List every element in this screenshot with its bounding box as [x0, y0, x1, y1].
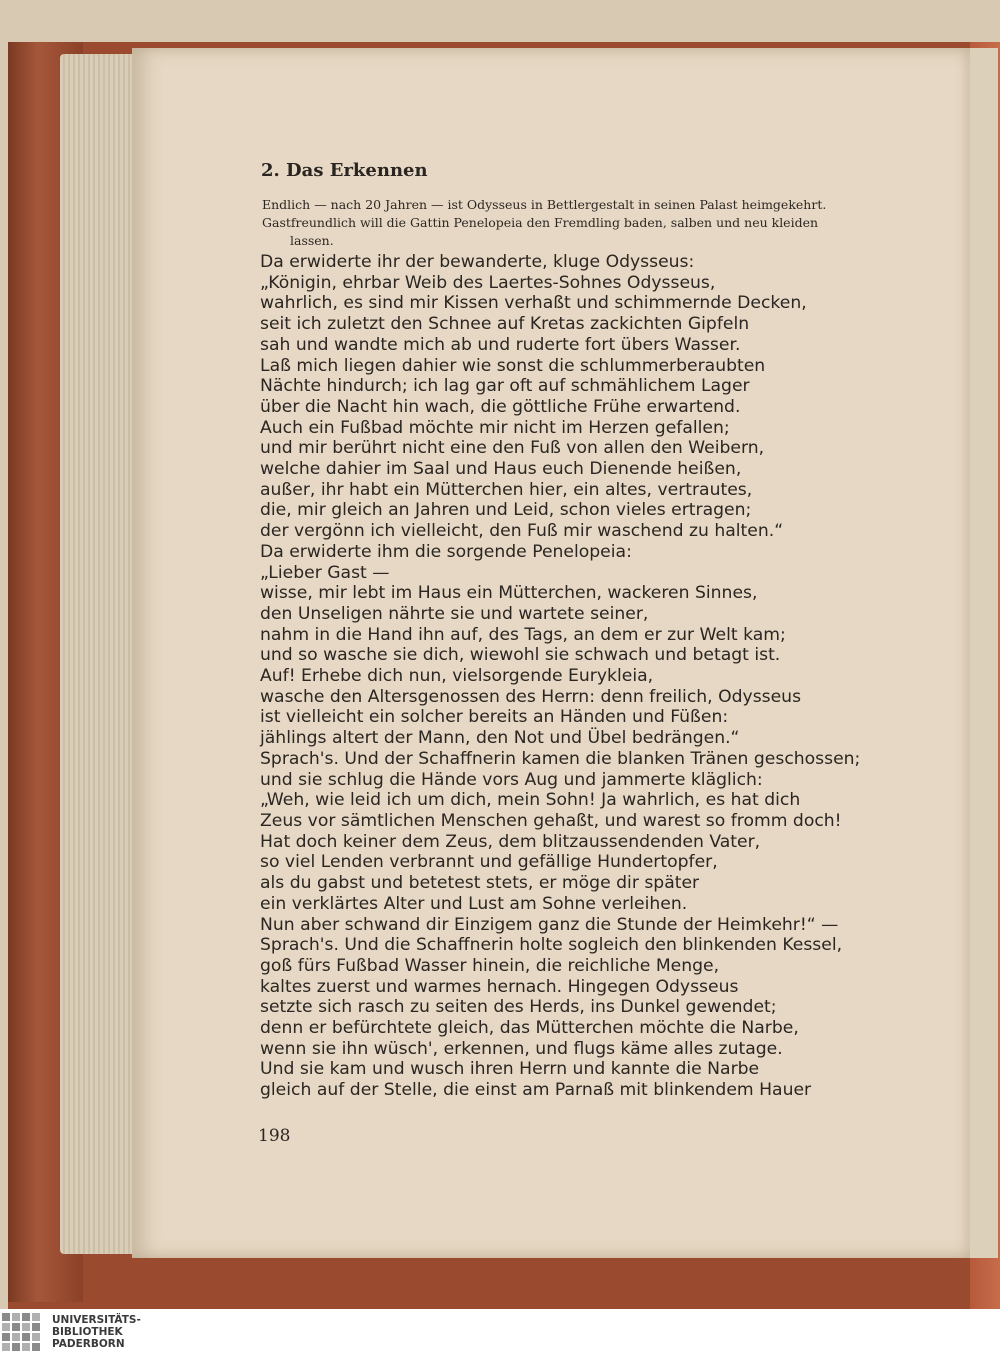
verse-line: der vergönn ich vielleicht, den Fuß mir waschend zu halten.“: [260, 521, 784, 542]
facing-page-edge: [968, 48, 998, 1258]
verse-line: und so wasche sie dich, wiewohl sie schwach und betagt ist.: [260, 645, 781, 666]
verse-line: welche dahier im Saal und Haus euch Dienende heißen,: [260, 459, 742, 480]
verse-line: ist vielleicht ein solcher bereits an Händen und Füßen:: [260, 707, 729, 728]
verse-line: denn er befürchtete gleich, das Mütterchen möchte die Narbe,: [260, 1018, 799, 1039]
verse-line: sah und wandte mich ab und ruderte fort übers Wasser.: [260, 334, 741, 355]
verse-line: wasche den Altersgenossen des Herrn: denn freilich, Odysseus: [260, 686, 802, 707]
verse-line: die, mir gleich an Jahren und Leid, schon vieles ertragen;: [260, 500, 752, 521]
verse-line: Nächte hindurch; ich lag gar oft auf schmählichem Lager: [260, 376, 750, 397]
verse-line: „Lieber Gast —: [260, 562, 390, 583]
verse-line: wenn sie ihn wüsch', erkennen, und flugs käme alles zutage.: [260, 1038, 783, 1059]
intro-line: lassen.: [290, 233, 334, 248]
verse-line: jählings altert der Mann, den Not und Übel bedrängen.“: [260, 728, 740, 749]
verse-text: [260, 252, 900, 1101]
verse-line: und mir berührt nicht eine den Fuß von allen den Weibern,: [260, 438, 765, 459]
verse-line: wahrlich, es sind mir Kissen verhaßt und schimmernde Decken,: [260, 293, 807, 314]
verse-line: über die Nacht hin wach, die göttliche Frühe erwartend.: [260, 396, 741, 417]
verse-line: „Königin, ehrbar Weib des Laertes-Sohnes Odysseus,: [260, 272, 716, 293]
verse-line: und sie schlug die Hände vors Aug und jammerte kläglich:: [260, 769, 763, 790]
intro-paragraph: [262, 196, 888, 250]
verse-line: Sprach's. Und die Schaffnerin holte sogleich den blinkenden Kessel,: [260, 935, 843, 956]
verse-line: seit ich zuletzt den Schnee auf Kretas zackichten Gipfeln: [260, 314, 750, 335]
verse-line: Nun aber schwand dir Einzigem ganz die Stunde der Heimkehr!“ —: [260, 914, 839, 935]
verse-line: Hat doch keiner dem Zeus, dem blitzaussendenden Vater,: [260, 831, 761, 852]
library-logo-icon: [0, 1309, 48, 1359]
verse-line: Laß mich liegen dahier wie sonst die schlummerberaubten: [260, 355, 766, 376]
verse-line: nahm in die Hand ihn auf, des Tags, an dem er zur Welt kam;: [260, 624, 786, 645]
library-name: [52, 1314, 141, 1350]
verse-line: Zeus vor sämtlichen Menschen gehaßt, und warest so fromm doch!: [260, 810, 842, 831]
intro-line: Endlich — nach 20 Jahren — ist Odysseus in Bettlergestalt in seinen Palast heimgekehrt.: [262, 197, 827, 212]
verse-line: Sprach's. Und der Schaffnerin kamen die blanken Tränen geschossen;: [260, 748, 861, 769]
verse-line: goß fürs Fußbad Wasser hinein, die reichliche Menge,: [260, 955, 720, 976]
intro-line: Gastfreundlich will die Gattin Penelopeia den Fremdling baden, salben und neu kleiden: [262, 215, 819, 230]
verse-line: ein verklärtes Alter und Lust am Sohne verleihen.: [260, 893, 688, 914]
verse-line: gleich auf der Stelle, die einst am Parnaß mit blinkendem Hauer: [260, 1080, 812, 1101]
library-name-line: BIBLIOTHEK: [52, 1326, 123, 1338]
verse-line: Auch ein Fußbad möchte mir nicht im Herzen gefallen;: [260, 417, 730, 438]
verse-line: Auf! Erhebe dich nun, vielsorgende Eurykleia,: [260, 666, 654, 687]
verse-line: kaltes zuerst und warmes hernach. Hingegen Odysseus: [260, 976, 739, 997]
verse-line: Und sie kam und wusch ihren Herrn und kannte die Narbe: [260, 1059, 760, 1080]
library-name-line: PADERBORN: [52, 1338, 125, 1350]
verse-line: als du gabst und betetest stets, er möge dir später: [260, 873, 700, 894]
verse-line: außer, ihr habt ein Mütterchen hier, ein altes, vertrautes,: [260, 479, 753, 500]
page-number: 198: [258, 1126, 291, 1146]
verse-line: Da erwiderte ihr der bewanderte, kluge Odysseus:: [260, 252, 695, 272]
verse-line: den Unseligen nährte sie und wartete seiner,: [260, 603, 649, 624]
verse-line: setzte sich rasch zu seiten des Herds, ins Dunkel gewendet;: [260, 997, 777, 1018]
library-name-line: UNIVERSITÄTS-: [52, 1314, 141, 1326]
verse-line: wisse, mir lebt im Haus ein Mütterchen, wackeren Sinnes,: [260, 583, 758, 604]
verse-line: so viel Lenden verbrannt und gefällige Hundertopfer,: [260, 852, 718, 873]
verse-line: Da erwiderte ihm die sorgende Penelopeia:: [260, 541, 632, 562]
footer-bar: [0, 1309, 1000, 1359]
section-heading: 2. Das Erkennen: [261, 160, 428, 181]
verse-line: „Weh, wie leid ich um dich, mein Sohn! Ja wahrlich, es hat dich: [260, 790, 801, 811]
